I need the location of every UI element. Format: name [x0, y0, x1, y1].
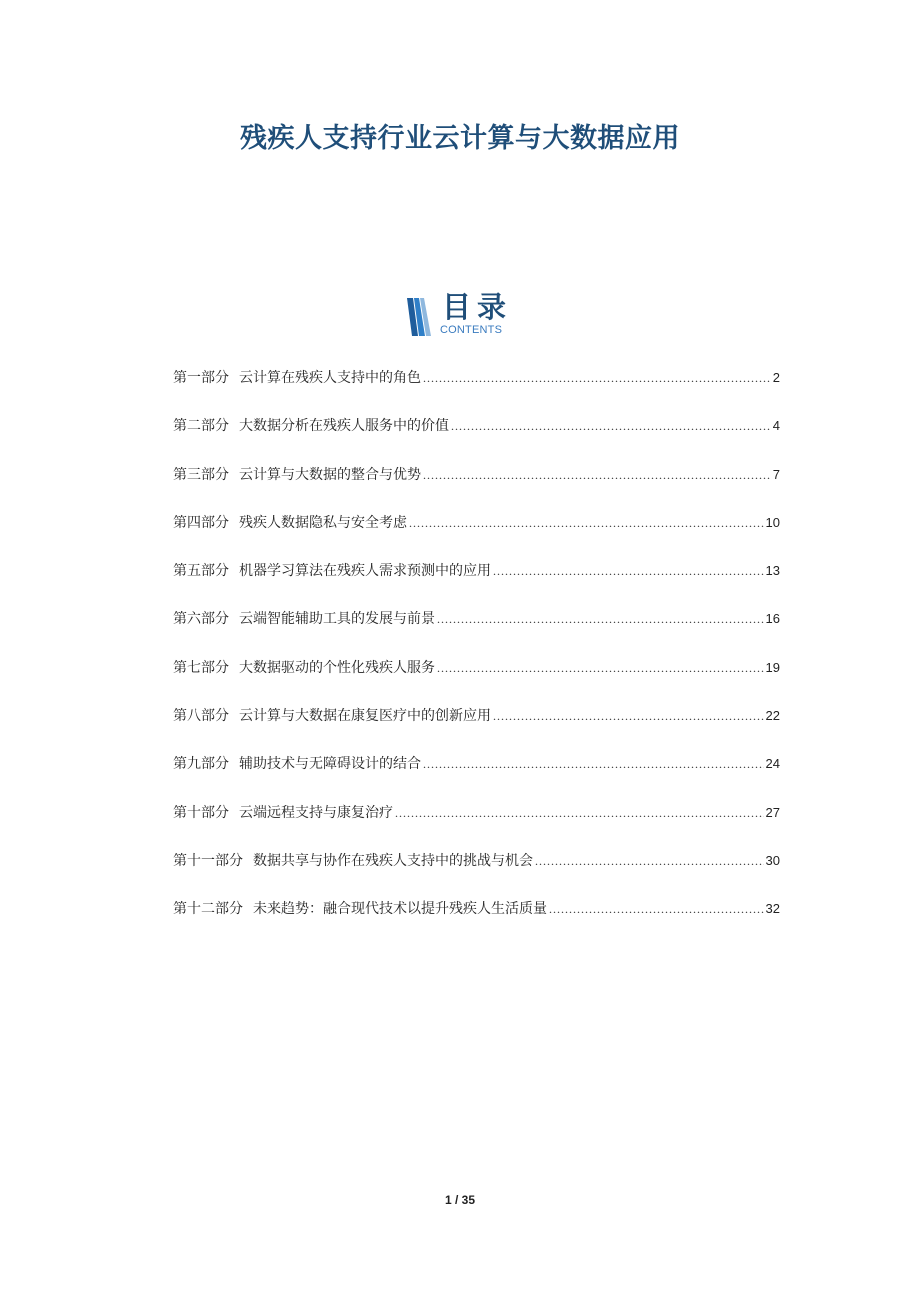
toc-heading: [406, 290, 536, 340]
document-title: 残疾人支持行业云计算与大数据应用: [240, 123, 680, 154]
toc-entry-leader: [535, 843, 764, 879]
toc-entry-part: 第四部分: [173, 514, 229, 531]
toc-subtitle: CONTENTS: [440, 324, 503, 336]
toc-entry[interactable]: [173, 408, 780, 456]
toc-entry-leader: [423, 457, 771, 493]
toc-entry-title: 大数据分析在残疾人服务中的价值: [239, 418, 449, 435]
toc-entry[interactable]: [173, 891, 780, 939]
toc-entry-leader: [451, 408, 771, 444]
toc-entry[interactable]: [173, 505, 780, 553]
toc-entry-title: 未来趋势：融合现代技术以提升残疾人生活质量: [253, 901, 547, 918]
toc-entry-leader: [409, 505, 764, 541]
toc-entry-title: 机器学习算法在残疾人需求预测中的应用: [239, 563, 491, 580]
toc-entry-title: 辅助技术与无障碍设计的结合: [239, 756, 421, 773]
toc-entry-leader: [437, 650, 764, 686]
toc-entry-part: 第十一部分: [173, 852, 243, 869]
toc-entry-page: 10: [765, 514, 780, 530]
toc-entry-page: 4: [772, 418, 780, 434]
page-number: 1 / 35: [444, 1193, 476, 1207]
toc-entry-page: 2: [772, 370, 780, 385]
toc-entry-part: 第八部分: [173, 708, 229, 725]
toc-entry-leader: [493, 698, 764, 734]
toc-entry-title: 数据共享与协作在残疾人支持中的挑战与机会: [253, 852, 533, 869]
toc-entry[interactable]: [173, 795, 780, 843]
toc-entry[interactable]: [173, 650, 780, 698]
toc-entry-page: 30: [765, 852, 780, 868]
toc-entry-title: 云端远程支持与康复治疗: [239, 804, 393, 821]
toc-entry-part: 第九部分: [173, 756, 229, 773]
toc-entry-page: 32: [765, 901, 780, 917]
toc-entry-part: 第三部分: [173, 466, 229, 483]
toc-entry-leader: [423, 360, 771, 396]
toc-entry-page: 22: [765, 708, 780, 724]
toc-entry-leader: [437, 601, 764, 637]
toc-entry[interactable]: [173, 698, 780, 746]
toc-entry-part: 第六部分: [173, 611, 229, 628]
toc-entry-leader: [493, 553, 764, 589]
toc-entry-page: 7: [772, 466, 780, 482]
toc-entry-part: 第二部分: [173, 418, 229, 435]
toc-entry-title: 云端智能辅助工具的发展与前景: [239, 611, 435, 628]
toc-entry-page: 24: [765, 756, 780, 772]
toc-entry[interactable]: [173, 360, 780, 408]
toc-entry-part: 第十二部分: [173, 901, 243, 918]
toc-entry[interactable]: [173, 457, 780, 505]
toc-entry-title: 大数据驱动的个性化残疾人服务: [239, 659, 435, 676]
toc-entry-title: 残疾人数据隐私与安全考虑: [239, 514, 407, 531]
toc-entry-title: 云计算与大数据在康复医疗中的创新应用: [239, 708, 491, 725]
toc-title: 目录: [442, 290, 513, 324]
toc-entry-part: 第七部分: [173, 659, 229, 676]
toc-entry[interactable]: [173, 746, 780, 794]
toc-entry-page: 13: [765, 563, 780, 579]
toc-entry-page: 16: [765, 611, 780, 627]
toc-list: [173, 360, 780, 940]
toc-entry-part: 第一部分: [173, 370, 229, 386]
toc-entry-leader: [423, 746, 764, 782]
toc-entry-part: 第十部分: [173, 804, 229, 821]
toc-entry-leader: [395, 795, 764, 831]
toc-entry-page: 19: [765, 659, 780, 675]
toc-entry-page: 27: [765, 804, 780, 820]
toc-entry[interactable]: [173, 601, 780, 649]
toc-entry-title: 云计算与大数据的整合与优势: [239, 466, 421, 483]
toc-entry[interactable]: [173, 553, 780, 601]
toc-entry-part: 第五部分: [173, 563, 229, 580]
toc-entry[interactable]: [173, 843, 780, 891]
toc-entry-leader: [549, 891, 764, 927]
toc-logo-icon: [406, 296, 432, 338]
toc-entry-title: 云计算在残疾人支持中的角色: [239, 370, 421, 386]
